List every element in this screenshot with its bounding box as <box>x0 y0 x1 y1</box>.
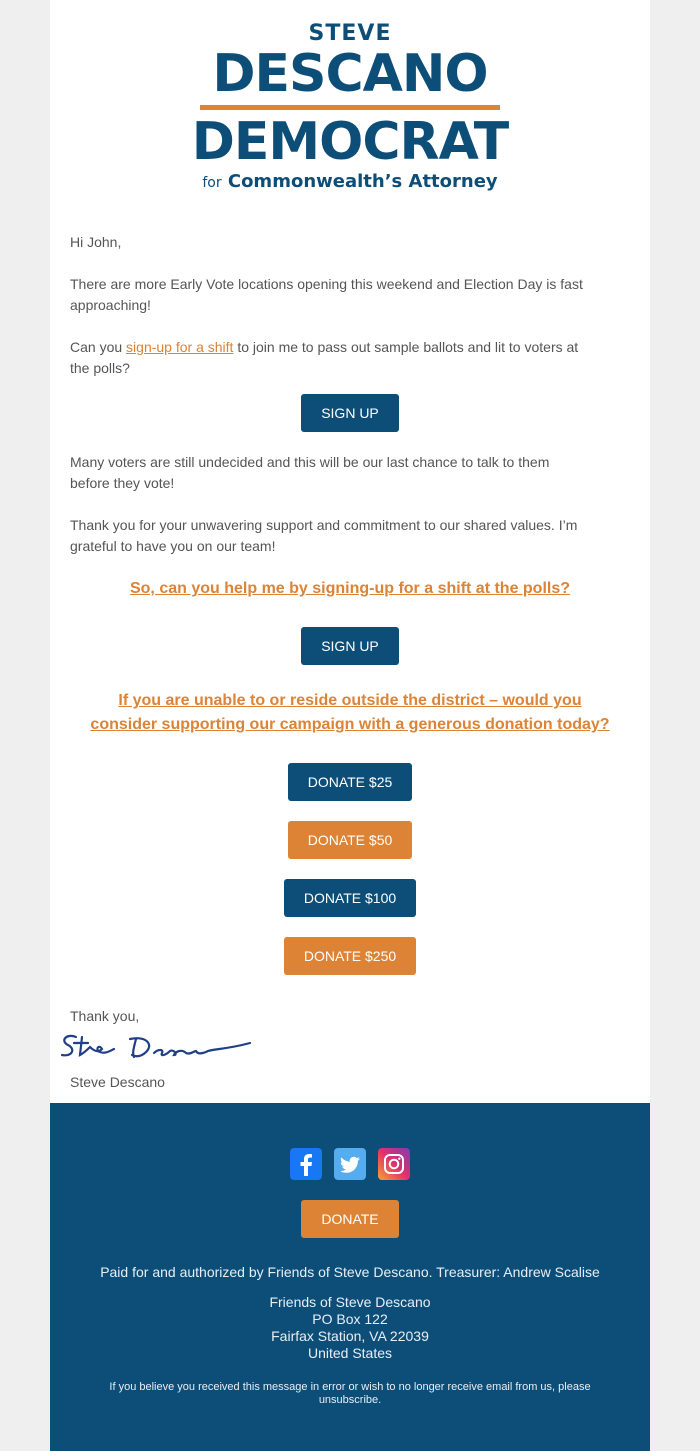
social-links <box>50 1148 650 1180</box>
address-city: Fairfax Station, VA 22039 <box>271 1328 429 1344</box>
mailing-address <box>50 1294 650 1362</box>
instagram-icon[interactable] <box>378 1148 410 1180</box>
shift-ask-text-before: Can you <box>70 339 127 355</box>
sign-up-button-2[interactable]: SIGN UP <box>301 627 399 665</box>
email-container <box>50 0 650 1451</box>
shift-ask-text-after: to join me to pass out sample ballots and lit to voters at the polls? <box>70 339 579 376</box>
logo-party: DEMOCRAT <box>191 112 509 172</box>
logo-divider <box>200 105 500 110</box>
paragraph-thanks: Thank you for your unwavering support and commitment to our shared values. I’m grateful to have you on our team! <box>70 517 578 554</box>
campaign-logo <box>50 20 650 195</box>
facebook-icon[interactable] <box>290 1148 322 1180</box>
logo-last-name: DESCANO <box>212 44 488 104</box>
paragraph-shift-ask <box>70 337 590 379</box>
address-org: Friends of Steve Descano <box>269 1294 431 1310</box>
signup-link[interactable]: sign-up for a shift <box>126 339 234 355</box>
headline-signup[interactable]: So, can you help me by signing-up for a shift at the polls? <box>129 580 571 597</box>
sign-up-button-1[interactable]: SIGN UP <box>301 394 399 432</box>
signature-image <box>58 1025 258 1065</box>
closing: Thank you, <box>70 1008 140 1024</box>
unsubscribe-notice[interactable]: If you believe you received this message in error or wish to no longer receive email from us, please unsubscribe. <box>109 1381 591 1406</box>
paragraph-undecided: Many voters are still undecided and this will be our last chance to talk to them before they vote! <box>70 454 550 491</box>
address-box: PO Box 122 <box>312 1311 388 1327</box>
footer-donate-button[interactable]: DONATE <box>301 1200 399 1238</box>
greeting: Hi John, <box>70 234 122 250</box>
donate-100-button[interactable]: DONATE $100 <box>284 879 416 917</box>
logo-for-word: for <box>202 175 222 191</box>
donate-50-button[interactable]: DONATE $50 <box>288 821 412 859</box>
twitter-icon[interactable] <box>334 1148 366 1180</box>
paragraph-early-vote: There are more Early Vote locations opening this weekend and Election Day is fast approaching! <box>70 276 583 313</box>
logo-office <box>50 170 650 195</box>
headline-donate[interactable]: If you are unable to or reside outside the district – would you consider supporting our campaign with a generous donation today? <box>90 692 610 733</box>
donate-250-button[interactable]: DONATE $250 <box>284 937 416 975</box>
address-country: United States <box>307 1345 393 1361</box>
logo-office-title: Commonwealth’s Attorney <box>227 171 498 192</box>
email-card <box>50 0 650 1103</box>
email-footer <box>50 1103 650 1451</box>
logo-first-name: STEVE <box>308 21 392 46</box>
paid-for-disclaimer: Paid for and authorized by Friends of Steve Descano. Treasurer: Andrew Scalise <box>100 1264 600 1280</box>
signature-name: Steve Descano <box>70 1074 165 1090</box>
donate-25-button[interactable]: DONATE $25 <box>288 763 412 801</box>
